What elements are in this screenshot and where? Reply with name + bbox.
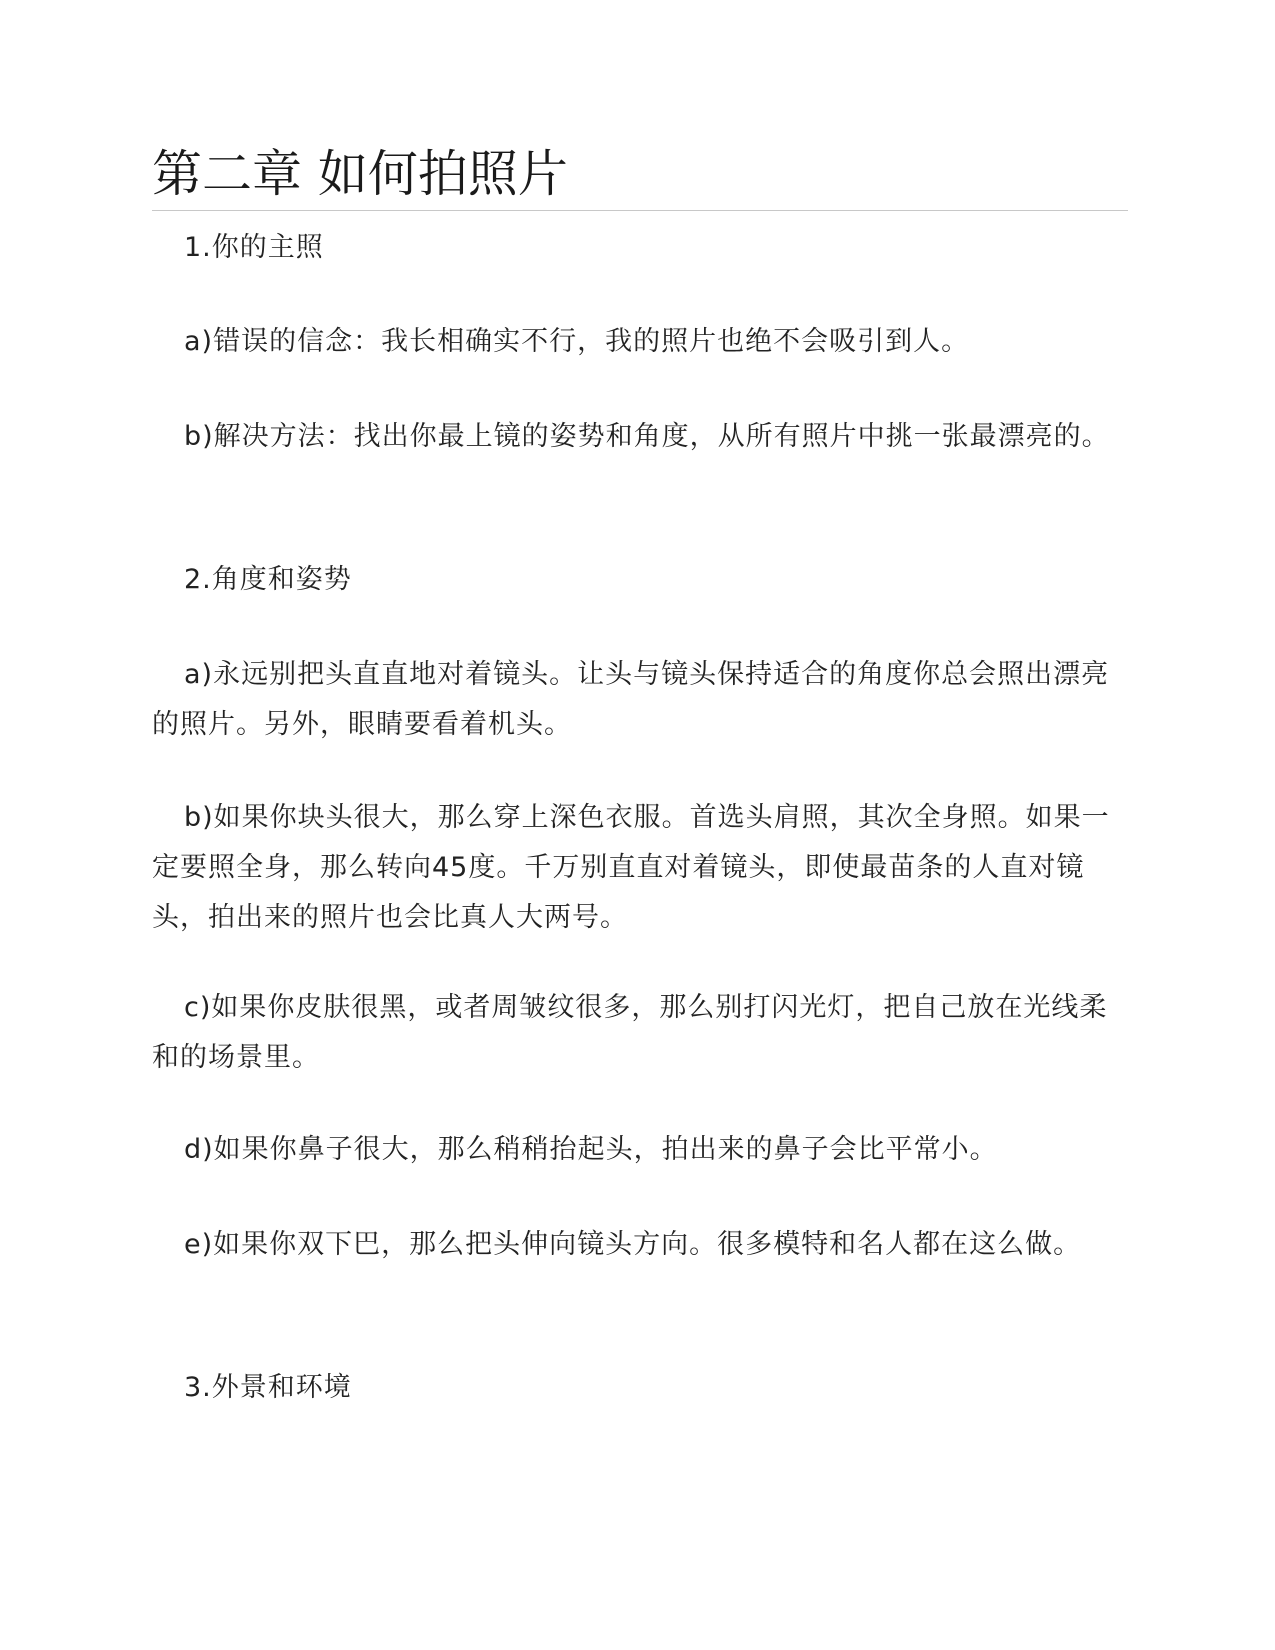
section-heading-main-photo: 1.你的主照 [184, 232, 324, 263]
paragraph-wrong-belief: a)错误的信念：我长相确实不行，我的照片也绝不会吸引到人。 [184, 326, 970, 357]
paragraph-angle-tip-c: c)如果你皮肤很黑，或者周皱纹很多，那么别打闪光灯，把自己放在光线柔和的场景里。 [152, 992, 1108, 1073]
paragraph-solution: b)解决方法：找出你最上镜的姿势和角度，从所有照片中挑一张最漂亮的。 [184, 421, 1110, 452]
section-heading-scene-environment: 3.外景和环境 [184, 1372, 352, 1403]
document-page [152, 0, 1128, 1650]
chapter-title: 第二章 如何拍照片 [152, 145, 568, 203]
paragraph-angle-tip-b: b)如果你块头很大，那么穿上深色衣服。首选头肩照，其次全身照。如果一定要照全身，那么转向45度。千万别直直对着镜头，即使最苗条的人直对镜头，拍出来的照片也会比真人大两号。 [152, 802, 1110, 933]
paragraph-angle-tip-a: a)永远别把头直直地对着镜头。让头与镜头保持适合的角度你总会照出漂亮的照片。另外，眼睛要看着机头。 [152, 659, 1110, 740]
title-divider [152, 210, 1128, 211]
section-heading-angle-pose: 2.角度和姿势 [184, 564, 352, 595]
paragraph-angle-tip-d: d)如果你鼻子很大，那么稍稍抬起头，拍出来的鼻子会比平常小。 [184, 1134, 998, 1165]
paragraph-angle-tip-e: e)如果你双下巴，那么把头伸向镜头方向。很多模特和名人都在这么做。 [184, 1229, 1082, 1260]
